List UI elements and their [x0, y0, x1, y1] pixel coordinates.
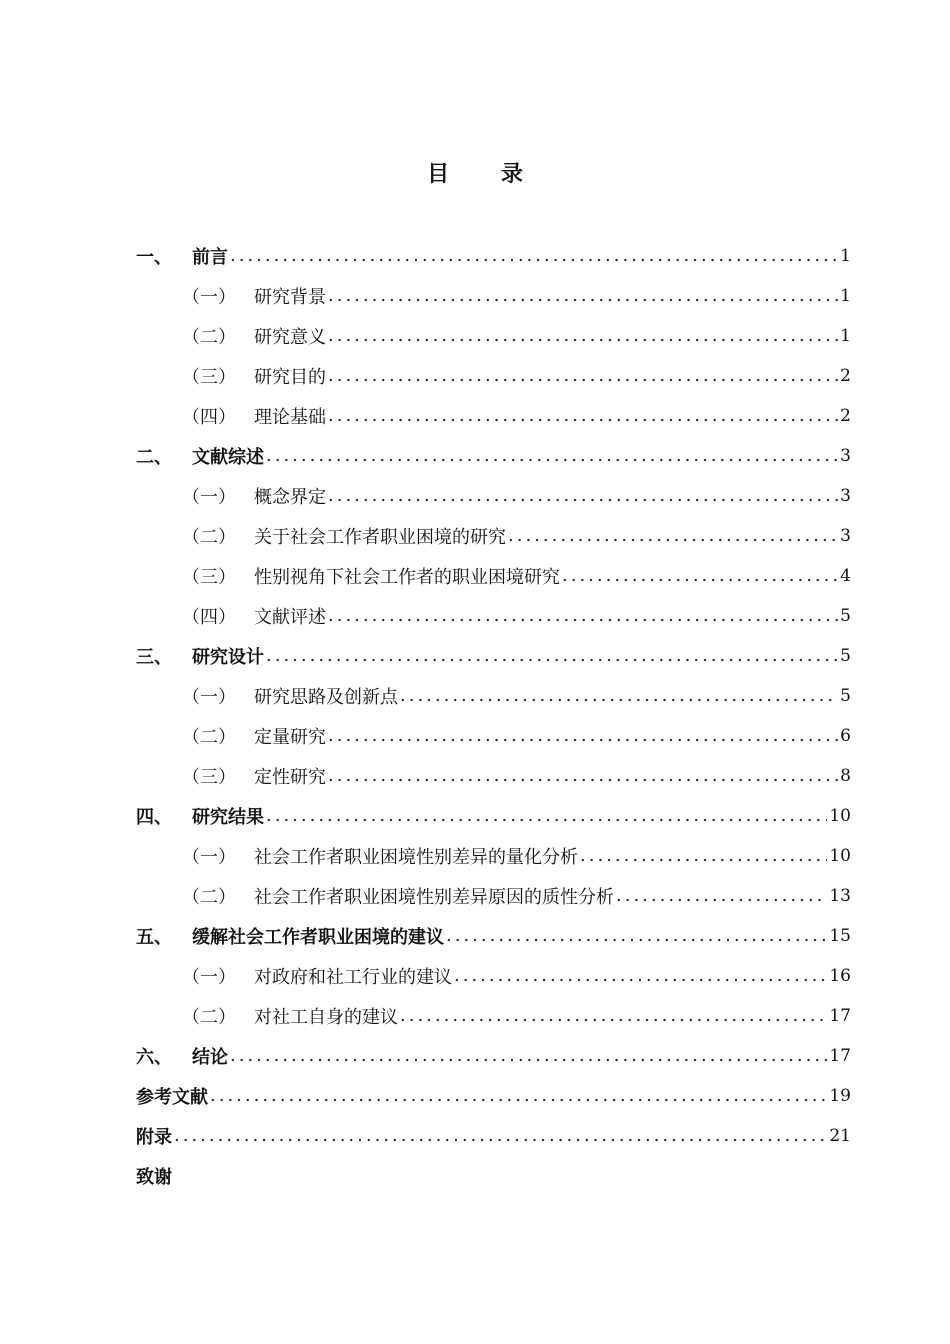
toc-entry-number: （三）: [182, 367, 236, 388]
toc-chapter-entry[interactable]: [136, 1156, 851, 1196]
toc-entry-page-number: 5: [840, 686, 851, 706]
toc-entry-number: （二）: [182, 527, 236, 548]
toc-entry-page-number: 2: [840, 406, 851, 426]
toc-dot-leader: [562, 564, 838, 588]
toc-section-entry[interactable]: [136, 956, 851, 996]
toc-entry-label: 研究目的: [254, 367, 326, 388]
toc-entry-page-number: 17: [829, 1006, 851, 1026]
toc-dot-leader: [508, 524, 838, 548]
toc-entry-number: （一）: [182, 487, 236, 508]
toc-dot-leader: [328, 364, 838, 388]
toc-entry-number: （二）: [182, 327, 236, 348]
toc-dot-leader: [266, 644, 838, 668]
toc-entry-page-number: 3: [840, 446, 851, 466]
toc-entry-page-number: 6: [840, 726, 851, 746]
toc-section-entry[interactable]: [136, 996, 851, 1036]
toc-entry-page-number: 4: [840, 566, 851, 586]
toc-entry-label: 对社工自身的建议: [254, 1007, 398, 1028]
toc-entry-number: 六、: [136, 1047, 172, 1068]
toc-entry-page-number: 1: [840, 246, 851, 266]
toc-chapter-entry[interactable]: [136, 1116, 851, 1156]
toc-entry-number: （一）: [182, 847, 236, 868]
toc-dot-leader: [328, 764, 838, 788]
toc-entry-page-number: 1: [840, 286, 851, 306]
toc-entry-page-number: 5: [840, 646, 851, 666]
toc-chapter-entry[interactable]: [136, 796, 851, 836]
toc-dot-leader: [210, 1084, 827, 1108]
toc-entry-number: （一）: [182, 967, 236, 988]
toc-entry-label: 研究意义: [254, 327, 326, 348]
toc-entry-page-number: 5: [840, 606, 851, 626]
toc-entry-label: 前言: [192, 247, 228, 268]
toc-section-entry[interactable]: [136, 836, 851, 876]
toc-entry-page-number: 10: [829, 846, 851, 866]
toc-chapter-entry[interactable]: [136, 636, 851, 676]
toc-entry-label: 性别视角下社会工作者的职业困境研究: [254, 567, 560, 588]
toc-entry-page-number: 13: [829, 886, 851, 906]
toc-dot-leader: [328, 404, 838, 428]
toc-entry-label: 致谢: [136, 1167, 172, 1188]
toc-entry-label: 研究结果: [192, 807, 264, 828]
toc-entry-number: （二）: [182, 887, 236, 908]
toc-entry-label: 社会工作者职业困境性别差异的量化分析: [254, 847, 578, 868]
toc-entry-label: 概念界定: [254, 487, 326, 508]
toc-dot-leader: [400, 684, 838, 708]
toc-dot-leader: [266, 804, 827, 828]
toc-entry-page-number: 16: [829, 966, 851, 986]
toc-chapter-entry[interactable]: [136, 236, 851, 276]
toc-section-entry[interactable]: [136, 316, 851, 356]
toc-dot-leader: [174, 1124, 827, 1148]
toc-section-entry[interactable]: [136, 516, 851, 556]
toc-dot-leader: [230, 244, 838, 268]
toc-entry-page-number: 2: [840, 366, 851, 386]
toc-dot-leader: [328, 284, 838, 308]
toc-entry-label: 文献综述: [192, 447, 264, 468]
toc-dot-leader: [454, 964, 827, 988]
toc-entry-page-number: 3: [840, 486, 851, 506]
toc-dot-leader: [328, 324, 838, 348]
toc-entry-number: （三）: [182, 767, 236, 788]
toc-dot-leader: [446, 924, 827, 948]
toc-dot-leader: [328, 604, 838, 628]
toc-entry-label: 结论: [192, 1047, 228, 1068]
toc-dot-leader: [580, 844, 827, 868]
toc-chapter-entry[interactable]: [136, 1076, 851, 1116]
toc-chapter-entry[interactable]: [136, 916, 851, 956]
toc-entry-number: 五、: [136, 927, 172, 948]
toc-dot-leader: [266, 444, 838, 468]
toc-section-entry[interactable]: [136, 396, 851, 436]
toc-entry-label: 定量研究: [254, 727, 326, 748]
toc-entry-page-number: 8: [840, 766, 851, 786]
toc-entry-number: 三、: [136, 647, 172, 668]
toc-entry-number: 四、: [136, 807, 172, 828]
toc-entry-number: （四）: [182, 407, 236, 428]
table-of-contents: [136, 236, 851, 1196]
toc-entry-label: 文献评述: [254, 607, 326, 628]
toc-section-entry[interactable]: [136, 876, 851, 916]
toc-entry-page-number: 3: [840, 526, 851, 546]
toc-entry-page-number: 21: [829, 1126, 851, 1146]
toc-entry-number: （一）: [182, 687, 236, 708]
toc-entry-label: 定性研究: [254, 767, 326, 788]
toc-entry-number: 二、: [136, 447, 172, 468]
toc-section-entry[interactable]: [136, 596, 851, 636]
toc-entry-label: 缓解社会工作者职业困境的建议: [192, 927, 444, 948]
toc-entry-page-number: 15: [829, 926, 851, 946]
toc-section-entry[interactable]: [136, 356, 851, 396]
toc-entry-page-number: 19: [829, 1086, 851, 1106]
toc-entry-number: （一）: [182, 287, 236, 308]
toc-section-entry[interactable]: [136, 556, 851, 596]
toc-entry-label: 研究背景: [254, 287, 326, 308]
toc-entry-label: 对政府和社工行业的建议: [254, 967, 452, 988]
toc-chapter-entry[interactable]: [136, 436, 851, 476]
toc-section-entry[interactable]: [136, 476, 851, 516]
toc-entry-label: 附录: [136, 1127, 172, 1148]
toc-dot-leader: [400, 1004, 827, 1028]
toc-entry-number: 一、: [136, 247, 172, 268]
toc-dot-leader: [230, 1044, 827, 1068]
toc-section-entry[interactable]: [136, 276, 851, 316]
toc-dot-leader: [616, 884, 827, 908]
toc-entry-label: 研究设计: [192, 647, 264, 668]
toc-chapter-entry[interactable]: [136, 1036, 851, 1076]
toc-entry-label: 关于社会工作者职业困境的研究: [254, 527, 506, 548]
toc-entry-page-number: 10: [829, 806, 851, 826]
toc-entry-number: （四）: [182, 607, 236, 628]
toc-entry-label: 研究思路及创新点: [254, 687, 398, 708]
page-title: 目 录: [427, 162, 545, 187]
toc-entry-label: 理论基础: [254, 407, 326, 428]
toc-dot-leader: [328, 724, 838, 748]
toc-section-entry[interactable]: [136, 756, 851, 796]
toc-entry-label: 参考文献: [136, 1087, 208, 1108]
toc-entry-page-number: 17: [829, 1046, 851, 1066]
toc-entry-number: （二）: [182, 1007, 236, 1028]
toc-dot-leader: [328, 484, 838, 508]
toc-entry-page-number: 1: [840, 326, 851, 346]
toc-entry-label: 社会工作者职业困境性别差异原因的质性分析: [254, 887, 614, 908]
toc-section-entry[interactable]: [136, 676, 851, 716]
toc-section-entry[interactable]: [136, 716, 851, 756]
toc-entry-number: （三）: [182, 567, 236, 588]
toc-entry-number: （二）: [182, 727, 236, 748]
